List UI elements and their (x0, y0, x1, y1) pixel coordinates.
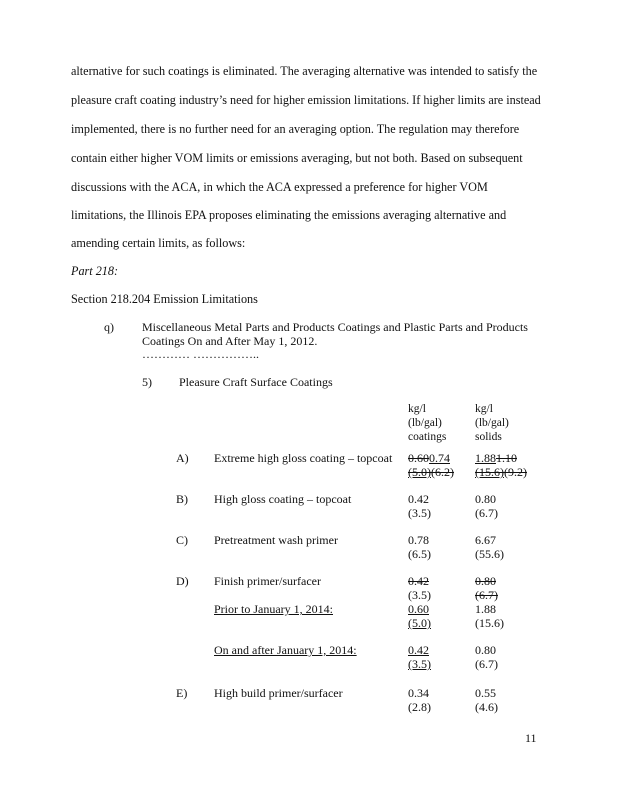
row-e-label: High build primer/surfacer (214, 686, 343, 700)
row-a-col1-alt-inserted: (6.2) (431, 465, 454, 479)
row-d-col1-alt-struck: (3.5) (408, 588, 431, 602)
row-a-col2-alt-inserted: (15.6) (475, 465, 504, 479)
row-a-marker: A) (176, 451, 189, 465)
row-d-prior-col2-alt: (15.6) (475, 616, 504, 630)
col1-header-unit: kg/l (408, 403, 426, 415)
row-e-col1: 0.34 (408, 686, 429, 700)
col2-header-unit: kg/l (475, 403, 493, 415)
row-e-col2-alt: (4.6) (475, 700, 498, 714)
row-d-after-col1: 0.42 (408, 643, 429, 657)
col2-header-alt-unit: (lb/gal) (475, 417, 509, 429)
row-d-col1-struck: 0.42 (408, 574, 429, 588)
paragraph-line-5: discussions with the ACA, in which the ACA expressed a preference for higher VOM (71, 180, 488, 194)
row-a-col2-alt (475, 465, 527, 480)
subsection-q-marker: q) (104, 320, 114, 334)
row-c-marker: C) (176, 533, 188, 547)
row-a-label: Extreme high gloss coating – topcoat (214, 451, 393, 465)
row-c-col1: 0.78 (408, 533, 429, 547)
paragraph-line-2: pleasure craft coating industry’s need for higher emission limitations. If higher limits are instead (71, 93, 541, 107)
subsection-q-line1: Miscellaneous Metal Parts and Products Coatings and Plastic Parts and Products (142, 320, 528, 334)
row-e-marker: E) (176, 686, 188, 700)
row-b-marker: B) (176, 492, 188, 506)
row-c-col1-alt: (6.5) (408, 547, 431, 561)
row-c-col2: 6.67 (475, 533, 496, 547)
row-b-col1-alt: (3.5) (408, 506, 431, 520)
row-c-label: Pretreatment wash primer (214, 533, 338, 547)
row-d-marker: D) (176, 574, 189, 588)
part-label: Part 218: (71, 264, 119, 278)
row-a-col1-struck: 0.60 (408, 451, 429, 465)
row-a-col1 (408, 451, 450, 466)
row-c-col2-alt: (55.6) (475, 547, 504, 561)
paragraph-line-7: amending certain limits, as follows: (71, 236, 246, 250)
row-b-col2-alt: (6.7) (475, 506, 498, 520)
row-a-col1-alt (408, 465, 454, 480)
item5-title: Pleasure Craft Surface Coatings (179, 375, 333, 389)
paragraph-line-6: limitations, the Illinois EPA proposes eliminating the emissions averaging alternative and (71, 208, 507, 222)
paragraph-line-1: alternative for such coatings is eliminated. The averaging alternative was intended to satisfy the (71, 64, 538, 78)
col2-header-basis: solids (475, 431, 502, 443)
row-d-after-col2: 0.80 (475, 643, 496, 657)
row-d-prior-col1: 0.60 (408, 602, 429, 616)
row-b-col2: 0.80 (475, 492, 496, 506)
paragraph-line-3: implemented, there is no further need for an averaging option. The regulation may therefore (71, 122, 520, 136)
col1-header-basis: coatings (408, 431, 447, 443)
row-a-col1-inserted: 0.74 (429, 451, 450, 465)
item5-marker: 5) (142, 375, 152, 389)
row-d-prior-label: Prior to January 1, 2014: (214, 602, 333, 616)
paragraph-line-4: contain either higher VOM limits or emissions averaging, but not both. Based on subsequent (71, 151, 523, 165)
row-e-col1-alt: (2.8) (408, 700, 431, 714)
row-d-col2-alt-struck: (6.7) (475, 588, 498, 602)
row-d-label: Finish primer/surfacer (214, 574, 321, 588)
row-d-after-label: On and after January 1, 2014: (214, 643, 357, 657)
row-a-col2-inserted: 1.88 (475, 451, 496, 465)
page-number: 11 (525, 731, 537, 745)
row-a-col1-alt-struck: (5.0) (408, 465, 431, 479)
row-d-prior-col1-alt: (5.0) (408, 616, 431, 630)
row-d-after-col2-alt: (6.7) (475, 657, 498, 671)
section-heading: Section 218.204 Emission Limitations (71, 292, 258, 306)
row-b-col1: 0.42 (408, 492, 429, 506)
row-b-label: High gloss coating – topcoat (214, 492, 352, 506)
subsection-q-line2: Coatings On and After May 1, 2012. (142, 334, 318, 348)
col1-header-alt-unit: (lb/gal) (408, 417, 442, 429)
row-d-after-col1-alt: (3.5) (408, 657, 431, 671)
row-a-col2-alt-struck: (9.2) (504, 465, 527, 479)
row-a-col2 (475, 451, 517, 466)
row-e-col2: 0.55 (475, 686, 496, 700)
row-d-prior-col2: 1.88 (475, 602, 496, 616)
subsection-q-ellipsis: ………… …………….. (142, 347, 259, 361)
row-d-col2-struck: 0.80 (475, 574, 496, 588)
row-a-col2-struck: 1.10 (496, 451, 517, 465)
